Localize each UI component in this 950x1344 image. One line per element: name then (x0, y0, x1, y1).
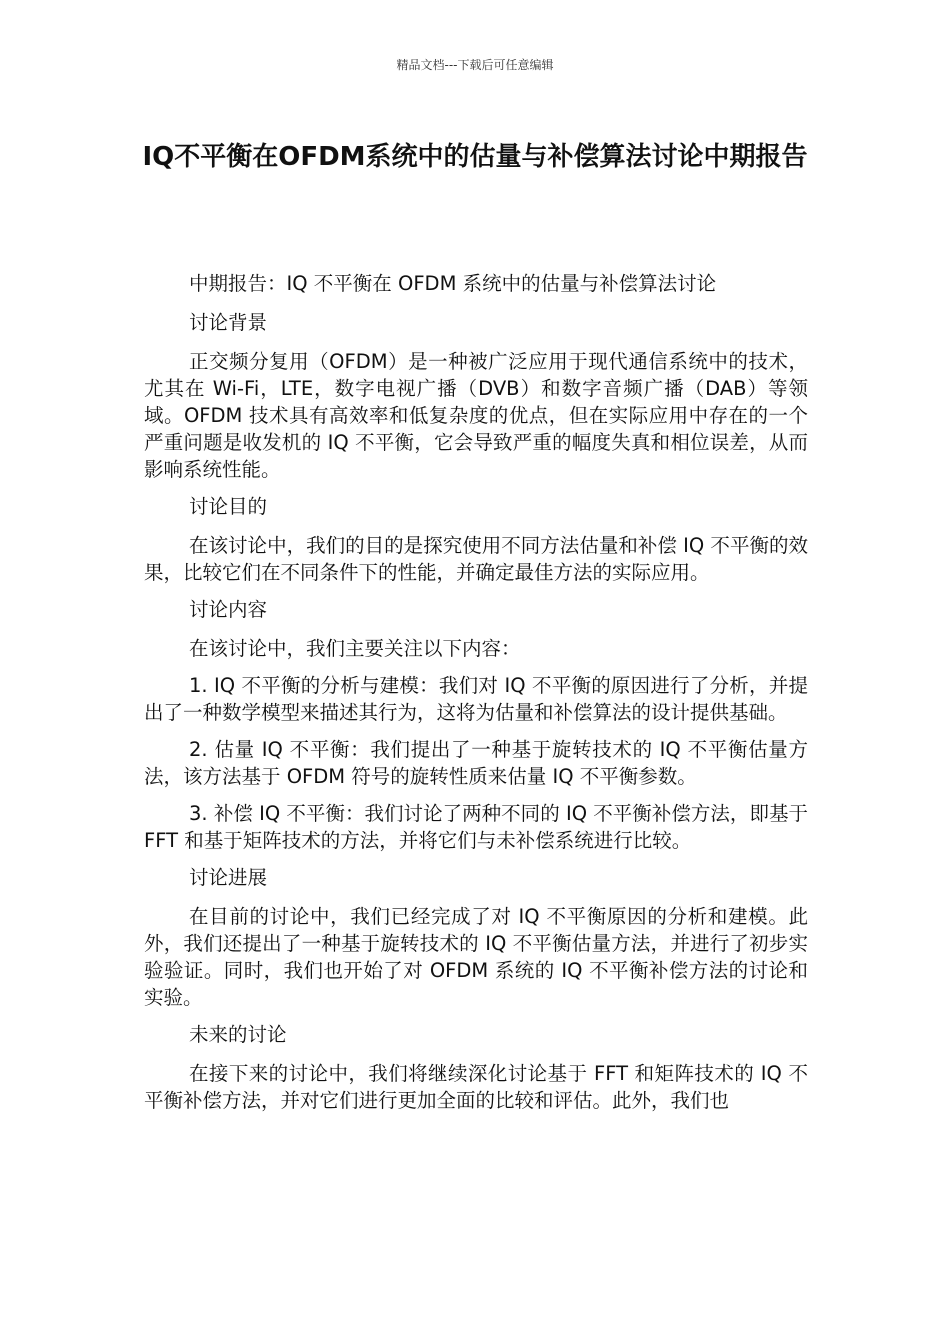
section-heading-content: 讨论内容 (189, 598, 268, 621)
section-heading-future: 未来的讨论 (189, 1023, 287, 1046)
document-body (144, 270, 808, 1124)
paragraph-progress: 在目前的讨论中，我们已经完成了对 IQ 不平衡原因的分析和建模。此外，我们还提出了一种基于旋转技术的 IQ 不平衡估量方法，并进行了初步实验验证。同时，我们也开始了对 OFDM 系统的 IQ 不平衡补偿方法的讨论和实验。 (144, 905, 808, 1009)
section-heading-background: 讨论背景 (189, 311, 268, 334)
paragraph-purpose: 在该讨论中，我们的目的是探究使用不同方法估量和补偿 IQ 不平衡的效果，比较它们在不同条件下的性能，并确定最佳方法的实际应用。 (144, 534, 808, 584)
paragraph-future: 在接下来的讨论中，我们将继续深化讨论基于 FFT 和矩阵技术的 IQ 不平衡补偿方法，并对它们进行更加全面的比较和评估。此外，我们也 (144, 1062, 808, 1112)
report-subtitle: 中期报告：IQ 不平衡在 OFDM 系统中的估量与补偿算法讨论 (189, 272, 717, 295)
section-heading-purpose: 讨论目的 (189, 495, 268, 518)
paragraph-background: 正交频分复用（OFDM）是一种被广泛应用于现代通信系统中的技术，尤其在 Wi-Fi，LTE，数字电视广播（DVB）和数字音频广播（DAB）等领域。OFDM 技术具有高效率和低复杂度的优点，但在实际应用中存在的一个严重问题是收发机的 IQ 不平衡，它会导致严重的幅度失真和相位误差，从而影响系统性能。 (144, 350, 808, 481)
list-item-analysis: 1. IQ 不平衡的分析与建模：我们对 IQ 不平衡的原因进行了分析，并提出了一种数学模型来描述其行为，这将为估量和补偿算法的设计提供基础。 (144, 674, 808, 724)
list-item-compensation: 3. 补偿 IQ 不平衡：我们讨论了两种不同的 IQ 不平衡补偿方法，即基于 FFT 和基于矩阵技术的方法，并将它们与未补偿系统进行比较。 (144, 802, 808, 852)
document-title: IQ不平衡在OFDM系统中的估量与补偿算法讨论中期报告 (142, 142, 808, 172)
section-heading-progress: 讨论进展 (189, 866, 268, 889)
paragraph-content-intro: 在该讨论中，我们主要关注以下内容： (189, 637, 521, 660)
list-item-estimation: 2. 估量 IQ 不平衡：我们提出了一种基于旋转技术的 IQ 不平衡估量方法，该方法基于 OFDM 符号的旋转性质来估量 IQ 不平衡参数。 (144, 738, 808, 788)
page-header: 精品文档---下载后可任意编辑 (396, 58, 554, 72)
